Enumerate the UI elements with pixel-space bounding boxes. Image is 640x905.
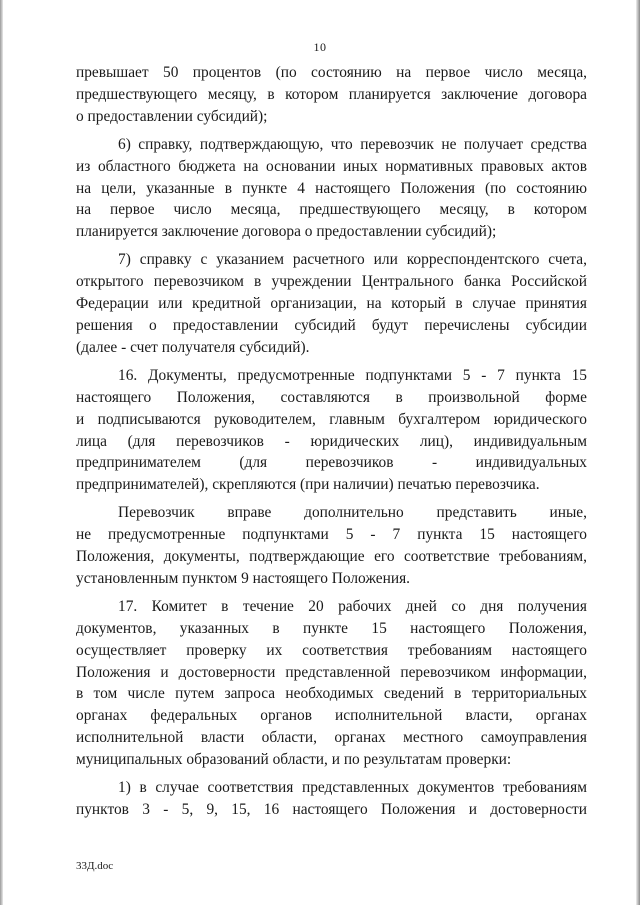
text-line: на цели, указанные в пункте 4 настоящего Положения (по состоянию: [76, 179, 587, 197]
paragraph-carrier-right: [76, 546, 587, 568]
text-line: пунктов 3 - 5, 9, 15, 16 настоящего Положения и достоверности: [76, 801, 587, 818]
text-line: лица (для перевозчиков - юридических лиц), индивидуальным: [76, 432, 587, 450]
paragraph-item-7: [76, 249, 587, 271]
paragraph-clause-17: [76, 727, 587, 749]
text-line: органах федеральных органов исполнительной власти, органах: [76, 707, 587, 725]
paragraph-item-6: [76, 134, 587, 156]
text-line: 17. Комитет в течение 20 рабочих дней со дня получения: [118, 597, 587, 615]
paragraph-clause-17: [76, 618, 587, 640]
text-line: предпринимателем (для перевозчиков - индивидуальных: [76, 454, 587, 472]
document-body: [76, 62, 587, 821]
text-line: предпринимателей), скрепляются (при наличии) печатью перевозчика.: [76, 476, 540, 494]
text-line: предшествующего месяцу, в котором планируется заключение договора: [76, 85, 587, 103]
paragraph-clause-16: [76, 409, 587, 431]
text-line: исполнительной власти области, органах местного самоуправления: [76, 729, 587, 747]
paragraph-subitem-1: [76, 777, 587, 799]
paragraph-clause-17: [76, 749, 587, 771]
text-line: настоящего Положения, составляются в произвольной форме: [76, 388, 587, 406]
paragraph-item-7: [76, 271, 587, 293]
paragraph-item-6: [76, 221, 587, 243]
text-line: 1) в случае соответствия представленных документов требованиям: [118, 779, 587, 797]
text-line: из областного бюджета на основании иных нормативных правовых актов: [76, 157, 587, 175]
paragraph-continuation: [76, 106, 587, 128]
paragraph-clause-16: [76, 452, 587, 474]
paragraph-clause-17: [76, 662, 587, 684]
paragraph-clause-17: [76, 705, 587, 727]
text-line: планируется заключение договора о предоставлении субсидий);: [76, 223, 497, 241]
text-line: установленным пунктом 9 настоящего Положения.: [76, 569, 410, 587]
text-line: муниципальных образований области, и по результатам проверки:: [76, 751, 512, 769]
paragraph-continuation: [76, 84, 587, 106]
paragraph-clause-16: [76, 387, 587, 409]
page-number: 10: [313, 40, 327, 54]
text-line: 6) справку, подтверждающую, что перевозчик не получает средства: [118, 135, 587, 153]
text-line: осуществляет проверку их соответствия требованиям настоящего: [76, 641, 587, 659]
paragraph-subitem-1: [76, 799, 587, 821]
paragraph-item-6: [76, 199, 587, 221]
text-line: (далее - счет получателя субсидий).: [76, 338, 310, 356]
text-line: документов, указанных в пункте 15 настоящего Положения,: [76, 619, 587, 637]
paragraph-clause-16: [76, 431, 587, 453]
text-line: о предоставлении субсидий);: [76, 107, 268, 125]
text-line: открытого перевозчиком в учреждении Центрального банка Российской: [76, 273, 587, 291]
text-line: Перевозчик вправе дополнительно представить иные,: [118, 504, 587, 522]
paragraph-carrier-right: [76, 502, 587, 524]
paragraph-continuation: [76, 62, 587, 84]
footer-filename: 33Д.doc: [76, 860, 114, 872]
scan-edge-left: [0, 0, 3, 905]
text-line: в том числе путем запроса необходимых сведений в территориальных: [76, 685, 587, 703]
paragraph-item-7: [76, 315, 587, 337]
paragraph-clause-16: [76, 474, 587, 496]
text-line: решения о предоставлении субсидий будут перечислены субсидии: [76, 316, 587, 334]
paragraph-item-7: [76, 337, 587, 359]
paragraph-clause-16: [76, 365, 587, 387]
text-line: и подписываются руководителем, главным бухгалтером юридического: [76, 410, 587, 428]
paragraph-clause-17: [76, 640, 587, 662]
text-line: не предусмотренные подпунктами 5 - 7 пункта 15 настоящего: [76, 526, 587, 544]
text-line: Федерации или кредитной организации, на который в случае принятия: [76, 295, 587, 313]
text-line: на первое число месяца, предшествующего месяцу, в котором: [76, 201, 587, 219]
paragraph-item-6: [76, 178, 587, 200]
paragraph-item-7: [76, 293, 587, 315]
paragraph-item-6: [76, 156, 587, 178]
text-line: 7) справку с указанием расчетного или корреспондентского счета,: [118, 251, 587, 269]
text-line: Положения и достоверности представленной перевозчиком информации,: [76, 663, 587, 681]
paragraph-clause-17: [76, 683, 587, 705]
text-line: превышает 50 процентов (по состоянию на первое число месяца,: [76, 64, 587, 81]
text-line: Положения, документы, подтверждающие его соответствие требованиям,: [76, 548, 587, 566]
paragraph-carrier-right: [76, 524, 587, 546]
text-line: 16. Документы, предусмотренные подпунктами 5 - 7 пункта 15: [118, 366, 587, 384]
scan-edge-right: [636, 0, 640, 905]
paragraph-carrier-right: [76, 568, 587, 590]
paragraph-clause-17: [76, 596, 587, 618]
